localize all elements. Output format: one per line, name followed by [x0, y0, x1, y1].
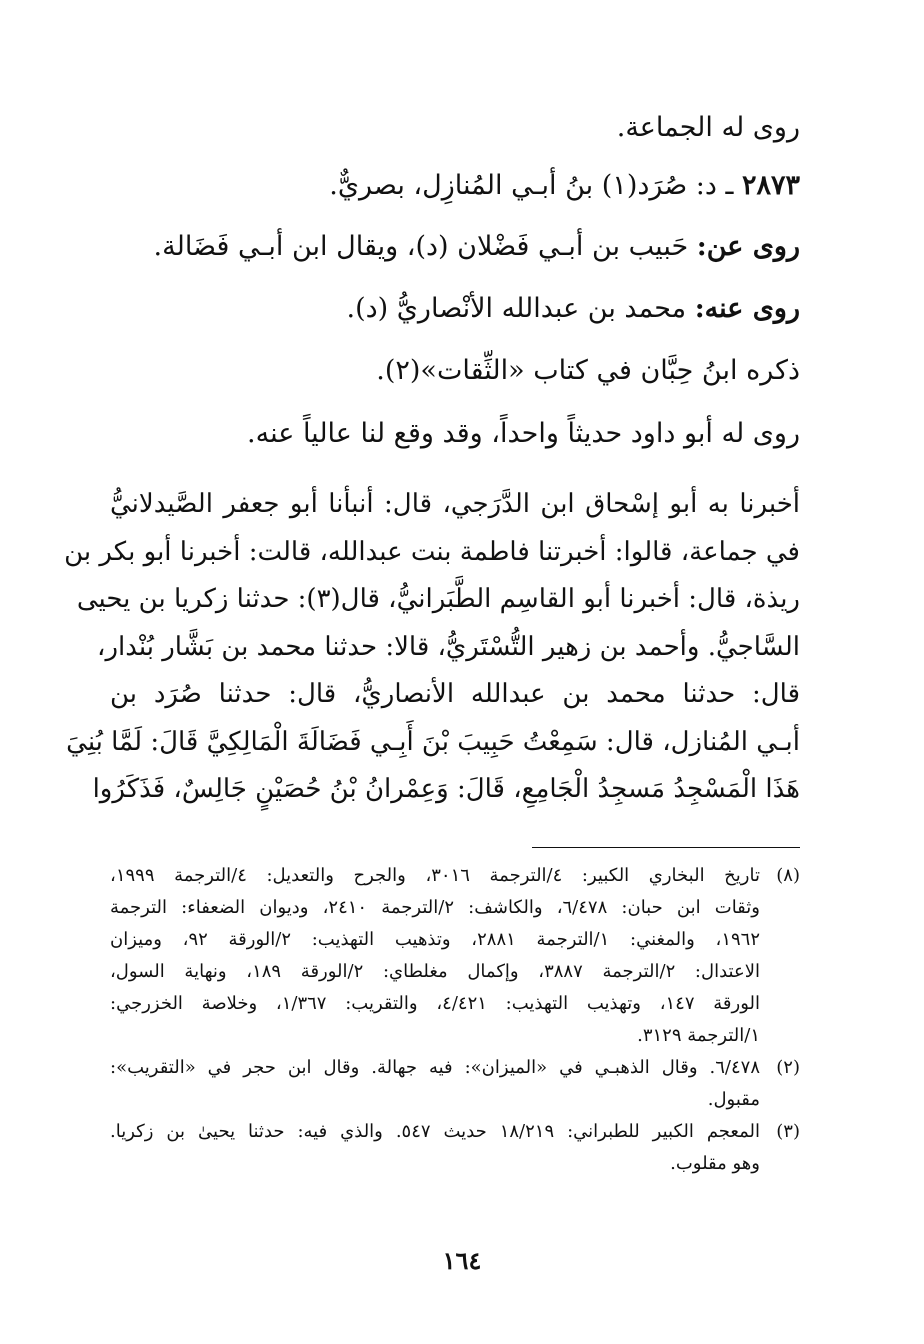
footnote-number: (٨) — [776, 865, 800, 886]
paragraph-line: ريذة، قال: أخبرنا أبو القاسِم الطَّبَرانيُّ، قال(٣): حدثنا زكريا بن يحيى — [76, 584, 800, 614]
footnote-line: ٦/٤٧٨. وقال الذهبـي في «الميزان»: فيه جهالة. وقال ابن حجر في «التقريب»: — [110, 1057, 760, 1078]
text-line: ذكره ابنُ حِبَّان في كتاب «الثِّقات»(٢). — [376, 355, 800, 386]
footnote-line: مقبول. — [707, 1089, 760, 1110]
hadith-paragraph — [64, 481, 800, 814]
footnote-line: وهو مقلوب. — [670, 1153, 760, 1174]
paragraph-line: في جماعة، قالوا: أخبرتنا فاطمة بنت عبدالله، قالت: أخبرنا أبو بكر بن — [64, 536, 800, 567]
footnote — [110, 860, 800, 1052]
paragraph-line: هَذَا الْمَسْجِدُ مَسجِدُ الْجَامِعِ، قَالَ: وَعِمْرانُ بْنُ حُصَيْنٍ جَالِسٌ، فَذَكَرُوا — [92, 774, 800, 804]
narrated-from-text: حَبيب بن أبـي فَضْلان (د)، ويقال ابن أبـي فَضَالة. — [153, 231, 689, 262]
paragraph-line: السَّاجيُّ. وأحمد بن زهير التُّسْتَريُّ، قالا: حدثنا محمد بن بَشَّار بُنْدار، — [97, 631, 800, 662]
footnote — [110, 1116, 800, 1180]
text-line: روى له أبو داود حديثاً واحداً، وقد وقع لنا عالياً عنه. — [247, 418, 800, 449]
footnote-line: ١/الترجمة ٣١٢٩. — [637, 1025, 760, 1046]
footnote-line: الورقة ١٤٧، وتهذيب التهذيب: ٤/٤٢١، والتقريب: ١/٣٦٧، وخلاصة الخزرجي: — [110, 993, 761, 1014]
paragraph-line: أخبرنا به أبو إسْحاق ابن الدَّرَجي، قال: أنبأنا أبو جعفر الصَّيدلانيُّ — [110, 489, 800, 519]
footnote-line: الاعتدال: ٢/الترجمة ٣٨٨٧، وإكمال مغلطاي: ٢/الورقة ١٨٩، ونهاية السول، — [110, 961, 760, 982]
narrated-by-text: محمد بن عبدالله الأنْصاريُّ (د). — [346, 293, 687, 324]
paragraph-line: أبـي المُنازل، قال: سَمِعْتُ حَبِيبَ بْنَ أَبِـي فَضَالَةَ الْمَالِكِيَّ قَالَ: لَمَّا بُنِيَ — [66, 726, 800, 757]
footnote — [110, 1052, 800, 1116]
footnote-separator — [532, 847, 800, 848]
footnote-line: ١٩٦٢، والمغني: ١/الترجمة ٢٨٨١، وتذهيب التهذيب: ٢/الورقة ٩٢، وميزان — [110, 929, 760, 950]
footnote-line: تاريخ البخاري الكبير: ٤/الترجمة ٣٠١٦، والجرح والتعديل: ٤/الترجمة ١٩٩٩، — [110, 865, 760, 886]
footnote-number: (٢) — [776, 1057, 800, 1078]
entry-heading — [329, 172, 800, 200]
paragraph-line: قال: حدثنا محمد بن عبدالله الأنصاريُّ، قال: حدثنا صُرَد بن — [110, 679, 800, 709]
footnotes — [110, 860, 800, 1180]
footnote-number: (٣) — [776, 1121, 800, 1142]
page-number: ١٦٤ — [442, 1246, 482, 1275]
entry-number: ٢٨٧٣ — [741, 170, 800, 201]
narrated-by-label: روى عنه: — [694, 293, 800, 324]
entry-title: ـ د: صُرَد(١) بنُ أبـي المُنازِل، بصريٌّ. — [329, 170, 734, 201]
narrated-from-line — [154, 233, 800, 261]
text-line: روى له الجماعة. — [616, 112, 800, 143]
narrated-from-label: روى عن: — [696, 231, 800, 262]
narrated-by-line — [347, 295, 800, 323]
footnote-line: المعجم الكبير للطبراني: ١٨/٢١٩ حديث ٥٤٧. والذي فيه: حدثنا يحيىٰ بن زكريا. — [110, 1121, 761, 1142]
footnote-line: وثقات ابن حبان: ٦/٤٧٨، والكاشف: ٢/الترجمة ٢٤١٠، وديوان الضعفاء: الترجمة — [110, 897, 760, 918]
